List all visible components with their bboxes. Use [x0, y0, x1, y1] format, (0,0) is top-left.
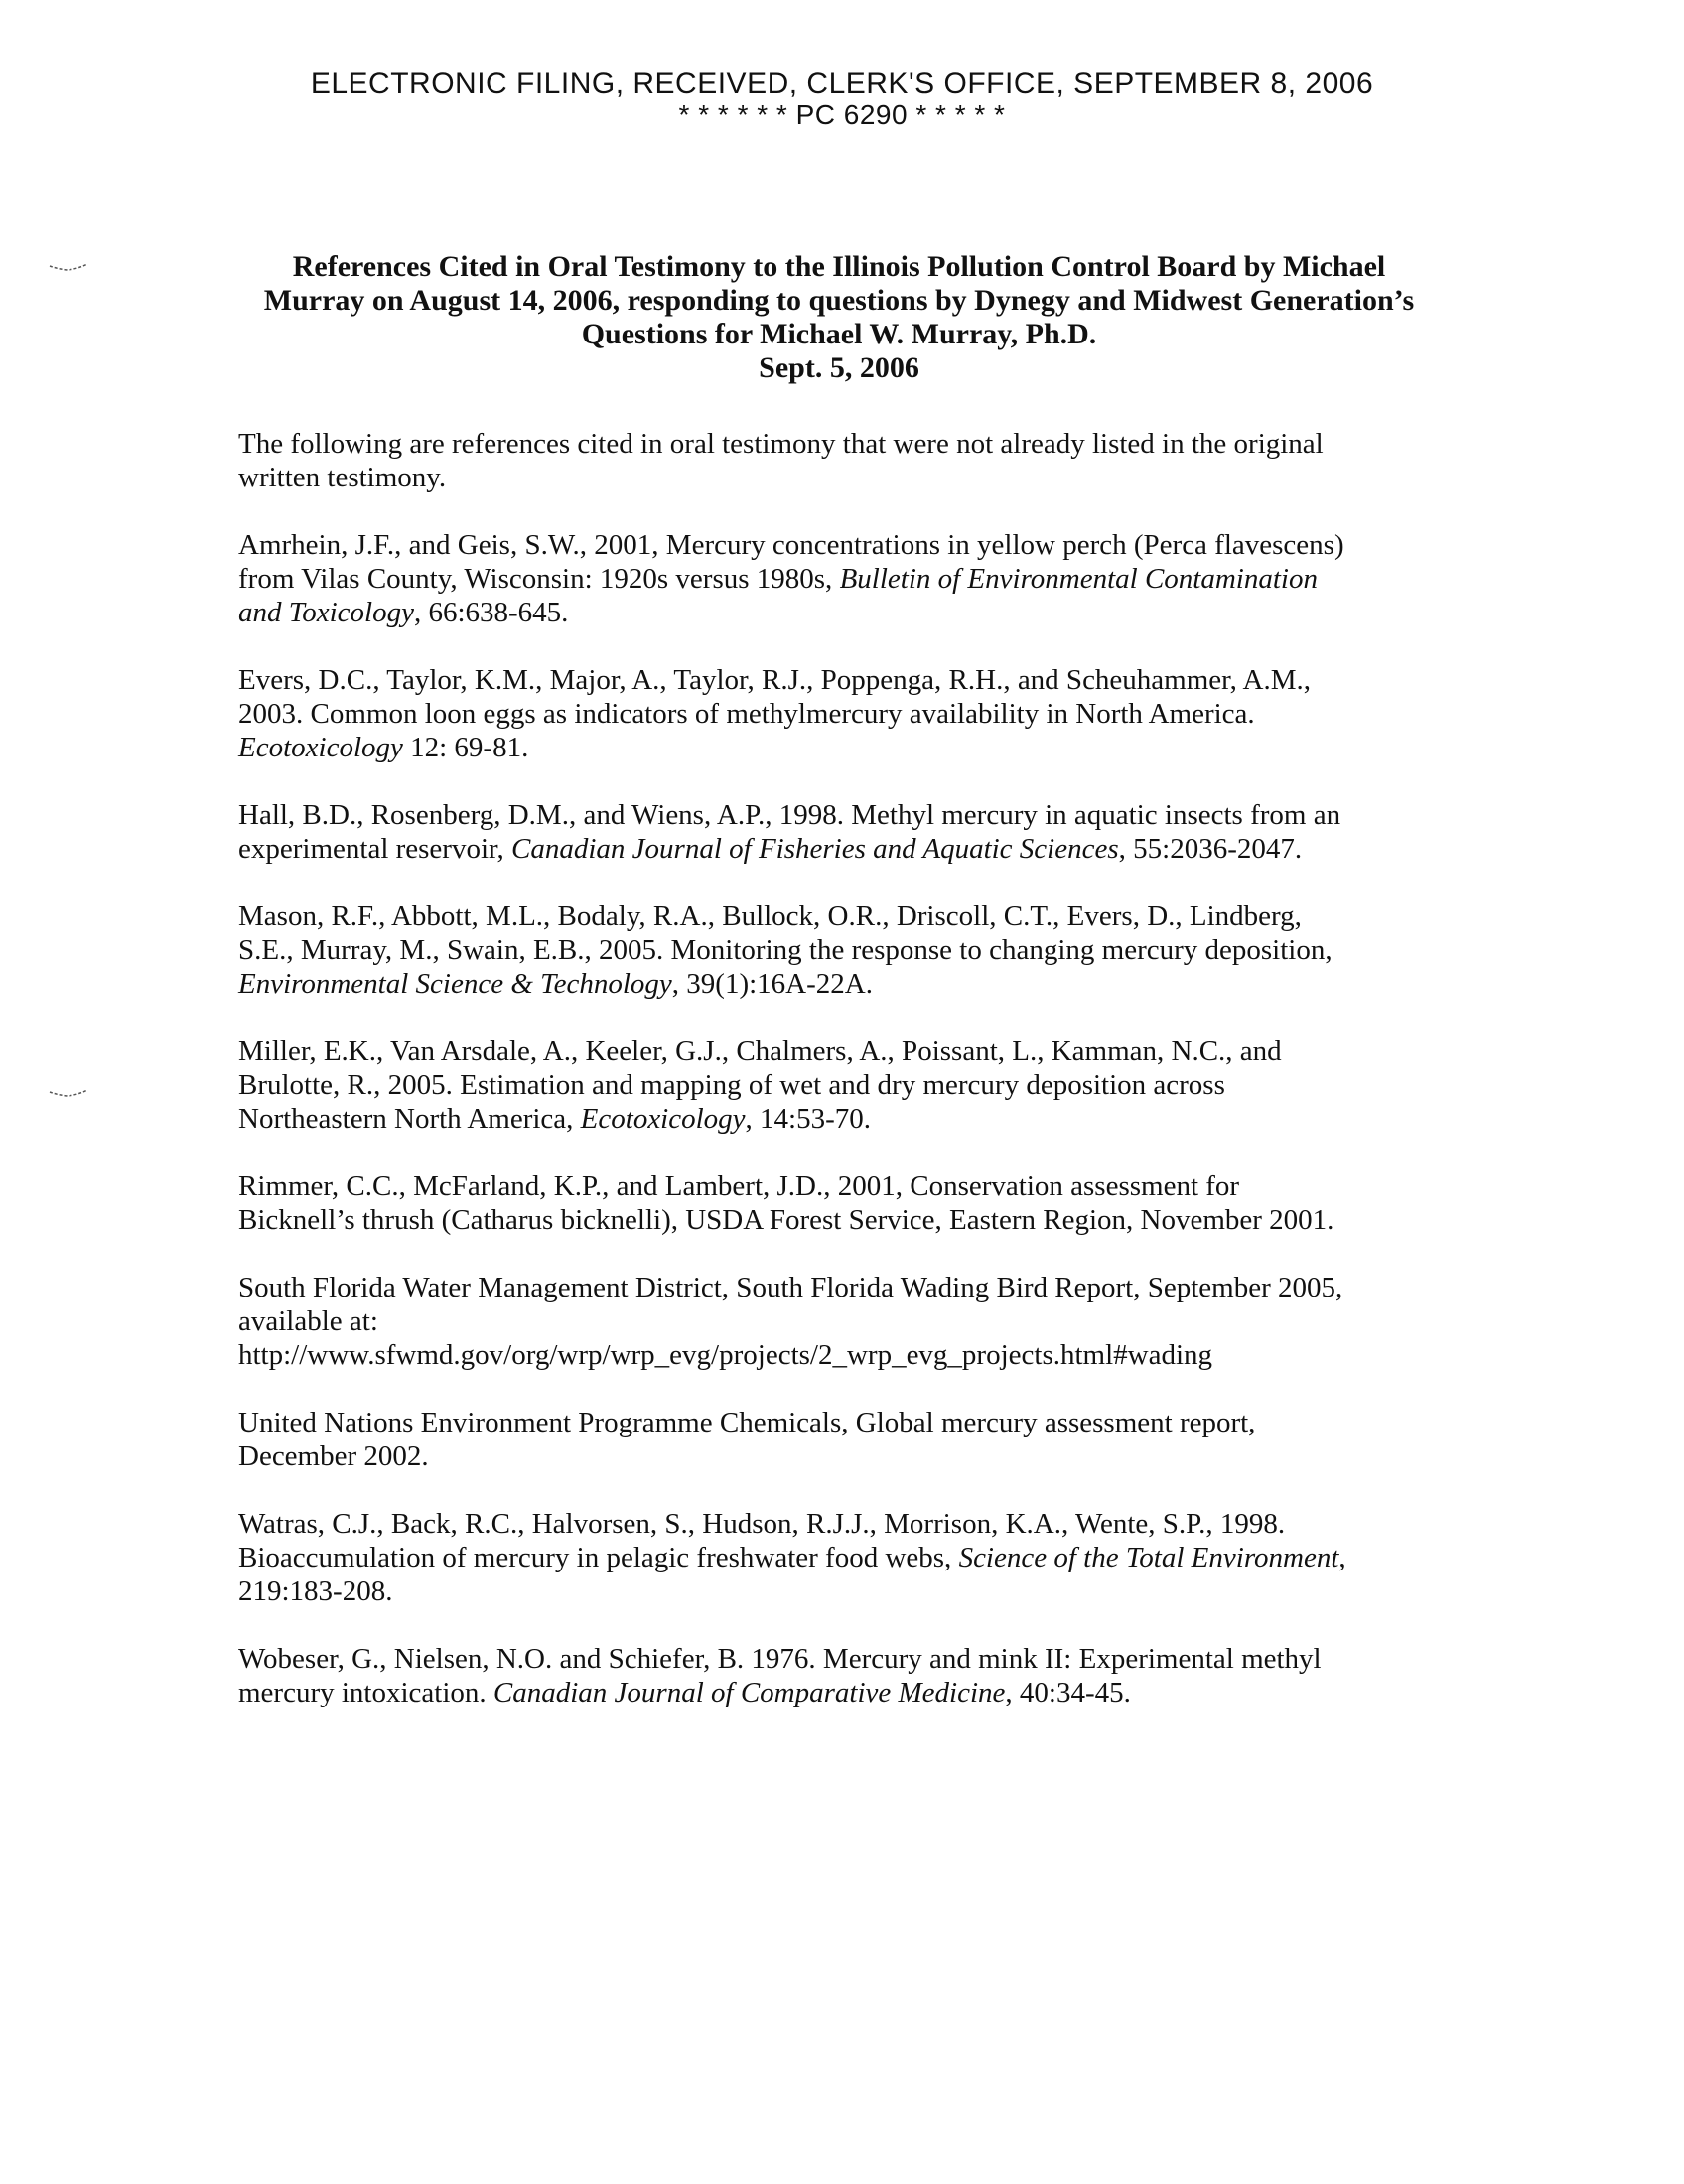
- reference-citation-detail: , 66:638-645.: [413, 597, 569, 628]
- title-line: Questions for Michael W. Murray, Ph.D.: [581, 318, 1097, 350]
- reference-text: mercury intoxication.: [238, 1677, 493, 1708]
- reference-entry: [238, 1034, 1460, 1136]
- reference-citation-detail: ,: [1338, 1542, 1346, 1573]
- reference-entry: [238, 1169, 1460, 1237]
- reference-text: Northeastern North America,: [238, 1103, 581, 1135]
- reference-entry: [238, 1406, 1460, 1473]
- filing-stamp-line: ELECTRONIC FILING, RECEIVED, CLERK'S OFFICE, SEPTEMBER 8, 2006: [310, 68, 1374, 100]
- reference-line: [238, 1541, 1460, 1574]
- title-line: References Cited in Oral Testimony to the Illinois Pollution Control Board by Michael: [292, 250, 1386, 283]
- reference-text: available at:: [238, 1305, 378, 1337]
- reference-text: from Vilas County, Wisconsin: 1920s versus 1980s,: [238, 563, 840, 595]
- reference-text: experimental reservoir,: [238, 833, 512, 865]
- reference-journal-title: Environmental Science & Technology: [238, 968, 672, 1000]
- scan-margin-mark: [48, 1086, 89, 1100]
- reference-citation-detail: , 14:53-70.: [745, 1103, 872, 1135]
- reference-text: United Nations Environment Programme Chemicals, Global mercury assessment report,: [238, 1407, 1256, 1438]
- reference-line: [238, 967, 1460, 1001]
- reference-journal-title: Canadian Journal of Fisheries and Aquatic Sciences: [511, 833, 1119, 865]
- filing-stamp-pc-number: * * * * * * PC 6290 * * * * *: [678, 99, 1006, 130]
- reference-text: Rimmer, C.C., McFarland, K.P., and Lambert, J.D., 2001, Conservation assessment for: [238, 1170, 1240, 1202]
- reference-line: [238, 1304, 1460, 1338]
- reference-text: Mason, R.F., Abbott, M.L., Bodaly, R.A., Bullock, O.R., Driscoll, C.T., Evers, D., Lindberg,: [238, 900, 1302, 932]
- reference-text: Bicknell’s thrush (Catharus bicknelli), USDA Forest Service, Eastern Region, November 2001.: [238, 1204, 1334, 1236]
- title-line: Murray on August 14, 2006, responding to questions by Dynegy and Midwest Generation’s: [263, 284, 1415, 317]
- reference-journal-title: Ecotoxicology: [238, 732, 403, 763]
- reference-line: [238, 1338, 1460, 1372]
- intro-line: written testimony.: [238, 462, 447, 493]
- reference-line: [238, 1574, 1460, 1608]
- reference-text: Amrhein, J.F., and Geis, S.W., 2001, Mercury concentrations in yellow perch (Perca flavescens): [238, 529, 1344, 561]
- reference-citation-detail: , 39(1):16A-22A.: [671, 968, 873, 1000]
- reference-entry: [238, 1271, 1460, 1372]
- reference-text: Evers, D.C., Taylor, K.M., Major, A., Taylor, R.J., Poppenga, R.H., and Scheuhammer, A.M.,: [238, 664, 1312, 696]
- reference-line: [238, 1406, 1460, 1439]
- reference-line: [238, 596, 1460, 629]
- reference-line: [238, 1507, 1460, 1541]
- reference-text: Miller, E.K., Van Arsdale, A., Keeler, G.J., Chalmers, A., Poissant, L., Kamman, N.C., and: [238, 1035, 1282, 1067]
- reference-entry: [238, 663, 1460, 764]
- filing-stamp-header: [0, 68, 1684, 129]
- reference-line: [238, 1034, 1460, 1068]
- document-body: [238, 427, 1460, 1743]
- reference-line: [238, 1203, 1460, 1237]
- reference-line: [238, 697, 1460, 731]
- reference-text: Hall, B.D., Rosenberg, D.M., and Wiens, A.P., 1998. Methyl mercury in aquatic insects from an: [238, 799, 1341, 831]
- reference-text: Wobeser, G., Nielsen, N.O. and Schiefer, B. 1976. Mercury and mink II: Experimental methyl: [238, 1643, 1322, 1675]
- reference-line: [238, 1439, 1460, 1473]
- reference-line: [238, 933, 1460, 967]
- reference-text: South Florida Water Management District, South Florida Wading Bird Report, September 2005,: [238, 1272, 1343, 1303]
- intro-paragraph: [238, 427, 1460, 494]
- reference-journal-title: Science of the Total Environment: [958, 1542, 1339, 1573]
- reference-journal-title: Ecotoxicology: [580, 1103, 746, 1135]
- reference-journal-title: and Toxicology: [238, 597, 414, 628]
- title-date: Sept. 5, 2006: [759, 351, 919, 384]
- scan-margin-mark: [48, 260, 89, 274]
- reference-line: [238, 1068, 1460, 1102]
- reference-citation-detail: , 55:2036-2047.: [1118, 833, 1303, 865]
- reference-journal-title: Canadian Journal of Comparative Medicine: [492, 1677, 1006, 1708]
- reference-line: [238, 528, 1460, 562]
- reference-journal-title: Bulletin of Environmental Contamination: [839, 563, 1318, 595]
- reference-citation-detail: , 40:34-45.: [1005, 1677, 1131, 1708]
- reference-entry: [238, 798, 1460, 866]
- intro-line: The following are references cited in oral testimony that were not already listed in the original: [238, 428, 1324, 460]
- reference-text: Brulotte, R., 2005. Estimation and mapping of wet and dry mercury deposition across: [238, 1069, 1225, 1101]
- reference-text: Watras, C.J., Back, R.C., Halvorsen, S., Hudson, R.J.J., Morrison, K.A., Wente, S.P., 1998.: [238, 1508, 1286, 1540]
- reference-text: S.E., Murray, M., Swain, E.B., 2005. Monitoring the response to changing mercury deposition,: [238, 934, 1333, 966]
- reference-line: [238, 832, 1460, 866]
- reference-line: [238, 899, 1460, 933]
- reference-line: [238, 798, 1460, 832]
- document-title: [199, 250, 1479, 385]
- reference-line: [238, 562, 1460, 596]
- reference-line: [238, 1676, 1460, 1709]
- reference-entry: [238, 899, 1460, 1001]
- reference-text: http://www.sfwmd.gov/org/wrp/wrp_evg/projects/2_wrp_evg_projects.html#wading: [238, 1339, 1213, 1371]
- reference-line: [238, 663, 1460, 697]
- reference-entry: [238, 528, 1460, 629]
- reference-entry: [238, 1507, 1460, 1608]
- reference-list: [238, 528, 1460, 1709]
- reference-text: 219:183-208.: [238, 1575, 393, 1607]
- reference-line: [238, 1169, 1460, 1203]
- reference-line: [238, 731, 1460, 764]
- reference-text: December 2002.: [238, 1440, 429, 1472]
- reference-line: [238, 1271, 1460, 1304]
- reference-entry: [238, 1642, 1460, 1709]
- reference-citation-detail: 12: 69-81.: [402, 732, 529, 763]
- reference-line: [238, 1102, 1460, 1136]
- reference-line: [238, 1642, 1460, 1676]
- reference-text: Bioaccumulation of mercury in pelagic freshwater food webs,: [238, 1542, 959, 1573]
- reference-text: 2003. Common loon eggs as indicators of methylmercury availability in North America.: [238, 698, 1255, 730]
